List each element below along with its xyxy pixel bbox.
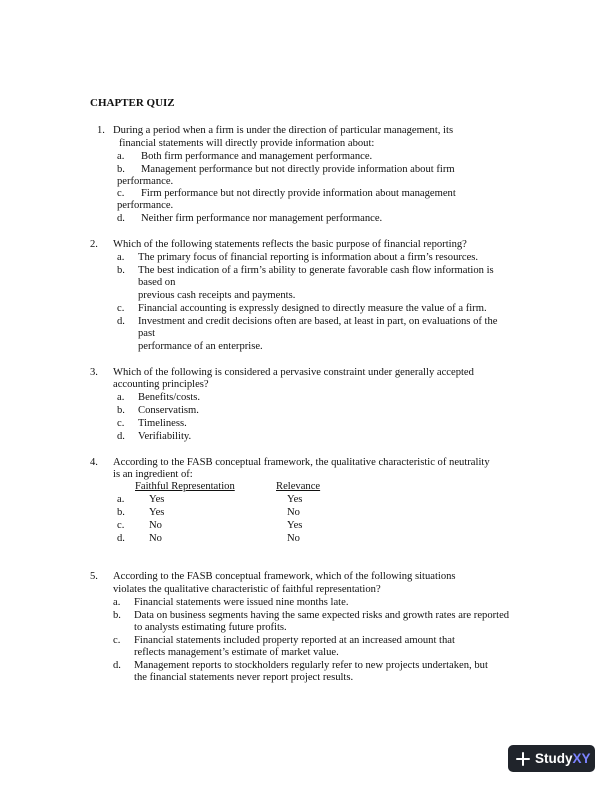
studyxy-badge[interactable] (508, 745, 595, 772)
option-label: c. (113, 635, 121, 646)
option-label: b. (117, 507, 125, 518)
question-text: During a period when a firm is under the direction of particular management, its (113, 125, 454, 136)
option-text: Management reports to stockholders regularly refer to new projects undertaken, but (134, 660, 488, 671)
option-label: c. (117, 188, 125, 199)
option-text: performance of an enterprise. (138, 341, 263, 352)
option-text: Benefits/costs. (138, 392, 201, 403)
option-label: c. (117, 418, 125, 429)
option-text: performance. (117, 176, 174, 187)
option-text: Financial accounting is expressly designed to directly measure the value of a firm. (138, 303, 487, 314)
option-label: c. (117, 520, 125, 531)
option-label: d. (113, 660, 121, 671)
question-text: Which of the following is considered a pervasive constraint under generally accepted (113, 367, 474, 378)
question-text: According to the FASB conceptual framework, which of the following situations (113, 571, 456, 582)
option-text: the financial statements never report project results. (134, 672, 354, 683)
table-cell: Yes (287, 520, 303, 531)
option-label: b. (117, 405, 125, 416)
option-text: Management performance but not directly provide information about firm (141, 164, 455, 175)
table-cell: No (287, 507, 300, 518)
option-text: Investment and credit decisions often are based, at least in part, on evaluations of the (138, 316, 498, 327)
option-label: d. (117, 316, 125, 327)
question-number: 5. (90, 571, 98, 582)
question-text: Which of the following statements reflects the basic purpose of financial reporting? (113, 239, 467, 250)
badge-text-study: Study (535, 751, 573, 766)
option-label: b. (117, 164, 125, 175)
option-text: Verifiability. (138, 431, 192, 442)
table-cell: No (149, 520, 162, 531)
question-text: According to the FASB conceptual framework, the qualitative characteristic of neutrality (113, 457, 490, 468)
option-label: d. (117, 533, 125, 544)
table-cell: Yes (149, 507, 165, 518)
option-label: b. (113, 610, 121, 621)
table-cell: No (287, 533, 300, 544)
question-number: 2. (90, 239, 98, 250)
option-text: previous cash receipts and payments. (138, 290, 296, 301)
option-text: Timeliness. (138, 418, 187, 429)
option-label: a. (117, 392, 125, 403)
option-text: The primary focus of financial reporting is information about a firm’s resources. (138, 252, 479, 263)
plus-icon (516, 752, 530, 766)
option-text: Conservatism. (138, 405, 199, 416)
option-text: Both firm performance and management performance. (141, 151, 373, 162)
option-label: a. (113, 597, 121, 608)
option-text: reflects management’s estimate of market value. (134, 647, 339, 658)
option-text: Financial statements included property reported at an increased amount that (134, 635, 455, 646)
column-header-faithful-representation: Faithful Representation (135, 481, 235, 492)
option-text: to analysts estimating future profits. (134, 622, 287, 633)
badge-text-xy: XY (572, 751, 591, 766)
option-text: Financial statements were issued nine months late. (134, 597, 349, 608)
option-text: performance. (117, 200, 174, 211)
option-label: d. (117, 431, 125, 442)
question-number: 4. (90, 457, 98, 468)
option-text: past (138, 328, 156, 339)
option-label: b. (117, 265, 125, 276)
question-text: violates the qualitative characteristic of faithful representation? (113, 584, 381, 595)
option-label: a. (117, 494, 125, 505)
question-text: financial statements will directly provide information about: (119, 138, 375, 149)
table-cell: No (149, 533, 162, 544)
option-text: Neither firm performance nor management performance. (141, 213, 383, 224)
option-text: The best indication of a firm’s ability to generate favorable cash flow information is (138, 265, 494, 276)
question-text: accounting principles? (113, 379, 209, 390)
option-label: d. (117, 213, 125, 224)
column-header-relevance: Relevance (276, 481, 321, 492)
question-number: 3. (90, 367, 98, 378)
option-label: c. (117, 303, 125, 314)
table-cell: Yes (149, 494, 165, 505)
option-text: based on (138, 277, 176, 288)
option-text: Data on business segments having the same expected risks and growth rates are reported (134, 610, 510, 621)
option-label: a. (117, 252, 125, 263)
option-label: a. (117, 151, 125, 162)
question-number: 1. (97, 125, 105, 136)
table-cell: Yes (287, 494, 303, 505)
question-text: is an ingredient of: (113, 469, 193, 480)
option-text: Firm performance but not directly provide information about management (141, 188, 456, 199)
page-title: CHAPTER QUIZ (90, 97, 175, 109)
